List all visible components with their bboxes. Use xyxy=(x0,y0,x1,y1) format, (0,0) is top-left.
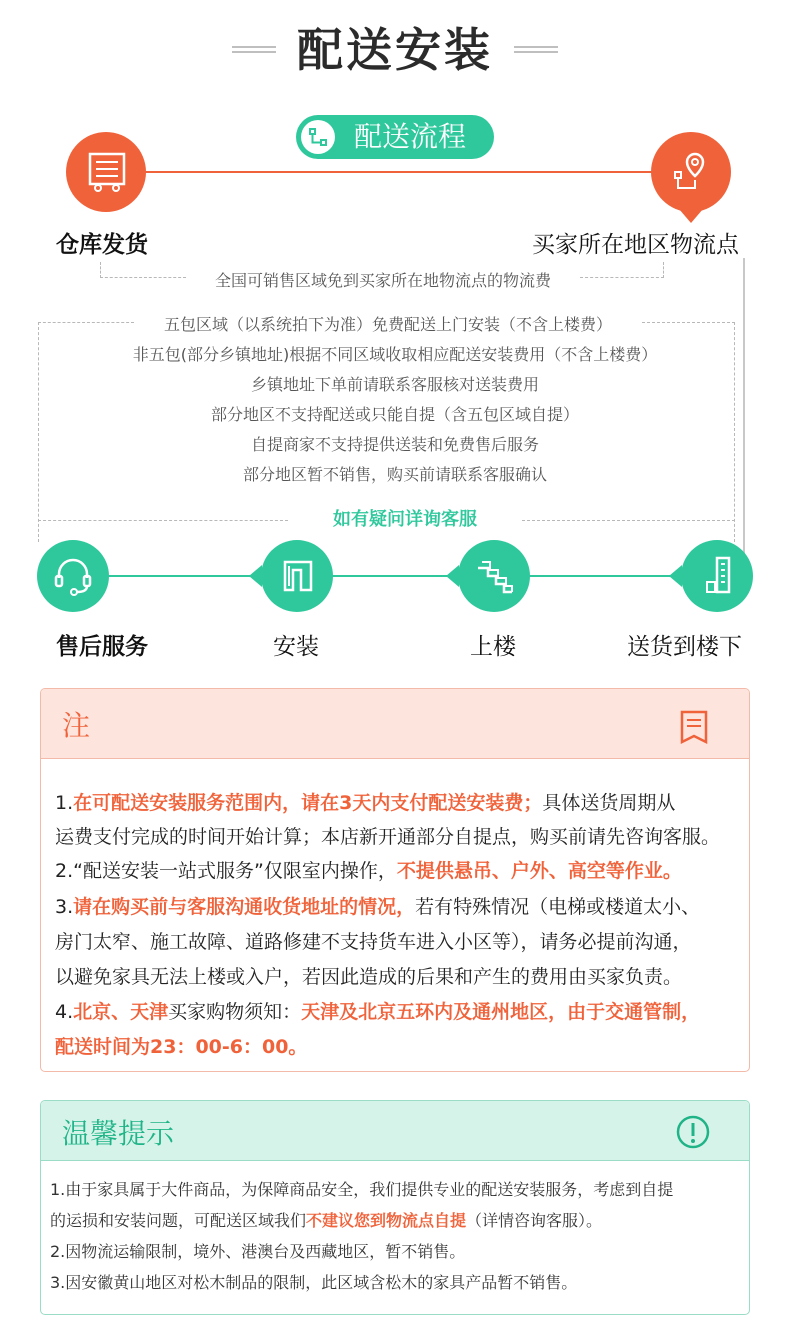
install-circle xyxy=(261,540,333,612)
note-line-8: 配送时间为23：00-6：00。 xyxy=(55,1036,308,1058)
headset-icon xyxy=(37,540,109,612)
note-line-5: 房门太窄、施工故障、道路修建不支持货车进入小区等），请务必提前沟通， xyxy=(55,931,692,953)
bracket-right xyxy=(580,262,664,278)
upstairs-pointer xyxy=(446,565,459,587)
flow-badge-label: 配送流程 xyxy=(354,120,467,153)
install-icon xyxy=(261,540,333,612)
logistics-point-label: 买家所在地区物流点 xyxy=(532,232,739,258)
note-title: 注 xyxy=(62,709,91,742)
upstairs-label: 上楼 xyxy=(470,634,516,660)
note-line-6: 以避免家具无法上楼或入户，若因此造成的后果和产生的费用由买家负责。 xyxy=(55,966,683,988)
delivery-route-line xyxy=(140,171,652,173)
note-line-2: 运费支付完成的时间开始计算；本店新开通部分自提点，购买前请先咨询客服。 xyxy=(55,826,721,848)
note-line-1: 1.在可配送安装服务范围内，请在3天内支付配送安装费；具体送货周期从 xyxy=(55,792,676,814)
tips-line-1: 1.由于家具属于大件商品，为保障商品安全，我们提供专业的配送安装服务，考虑到自提 xyxy=(50,1180,674,1199)
tips-title: 温馨提示 xyxy=(62,1117,175,1150)
note-line-7: 4.北京、天津买家购物须知：天津及北京五环内及通州地区，由于交通管制， xyxy=(55,1001,701,1023)
note-header xyxy=(41,689,749,759)
contact-service-note: 如有疑问详询客服 xyxy=(333,509,477,530)
downstairs-pointer xyxy=(669,565,682,587)
building-icon xyxy=(681,540,753,612)
warehouse-label: 仓库发货 xyxy=(56,232,148,258)
info-icon xyxy=(676,1115,710,1153)
rule-line: 非五包(部分乡镇地址)根据不同区域收取相应配送安装费用（不含上楼费） xyxy=(132,345,658,364)
note-line-3: 2.“配送安装一站式服务”仅限室内操作，不提供悬吊、户外、高空等作业。 xyxy=(55,860,682,882)
rule-line: 部分地区不支持配送或只能自提（含五包区域自提） xyxy=(210,405,579,424)
tips-line-2: 的运损和安装问题，可配送区域我们不建议您到物流点自提（详情咨询客服）。 xyxy=(50,1211,603,1230)
notepad-icon xyxy=(680,710,708,748)
flow-badge xyxy=(296,115,494,159)
rule-line: 部分地区暂不销售，购买前请联系客服确认 xyxy=(242,465,547,484)
after-sales-circle xyxy=(37,540,109,612)
rule-line: 五包区域（以系统拍下为准）免费配送上门安装（不含上楼费） xyxy=(163,315,612,334)
free-shipping-note: 全国可销售区域免到买家所在地物流点的物流费 xyxy=(214,271,551,290)
rule-line: 乡镇地址下单前请联系客服核对送装费用 xyxy=(250,375,539,394)
rules-box-bottom-right xyxy=(522,520,735,521)
logistics-circle xyxy=(651,132,731,212)
logistics-pointer xyxy=(679,209,703,223)
rules-box-bottom-left xyxy=(38,520,288,521)
warehouse-pointer xyxy=(130,164,142,180)
location-pin-icon xyxy=(651,132,731,212)
downstairs-circle xyxy=(681,540,753,612)
service-route-line xyxy=(66,575,726,577)
stairs-icon xyxy=(458,540,530,612)
note-line-4: 3.请在购买前与客服沟通收货地址的情况，若有特殊情况（电梯或楼道太小、 xyxy=(55,896,701,918)
route-icon xyxy=(301,120,335,154)
install-pointer xyxy=(249,565,262,587)
downstairs-label: 送货到楼下 xyxy=(627,634,742,660)
rule-line: 自提商家不支持提供送装和免费售后服务 xyxy=(250,435,539,454)
install-label: 安装 xyxy=(273,634,319,660)
title-decor-right xyxy=(514,46,558,53)
tips-line-4: 3.因安徽黄山地区对松木制品的限制，此区域含松木的家具产品暂不销售。 xyxy=(50,1273,578,1292)
upstairs-circle xyxy=(458,540,530,612)
bracket-left xyxy=(100,262,186,278)
connector-line xyxy=(743,258,745,554)
tips-line-3: 2.因物流运输限制，境外、港澳台及西藏地区，暂不销售。 xyxy=(50,1242,466,1261)
after-sales-label: 售后服务 xyxy=(56,634,148,660)
page-title: 配送安装 xyxy=(297,23,493,77)
